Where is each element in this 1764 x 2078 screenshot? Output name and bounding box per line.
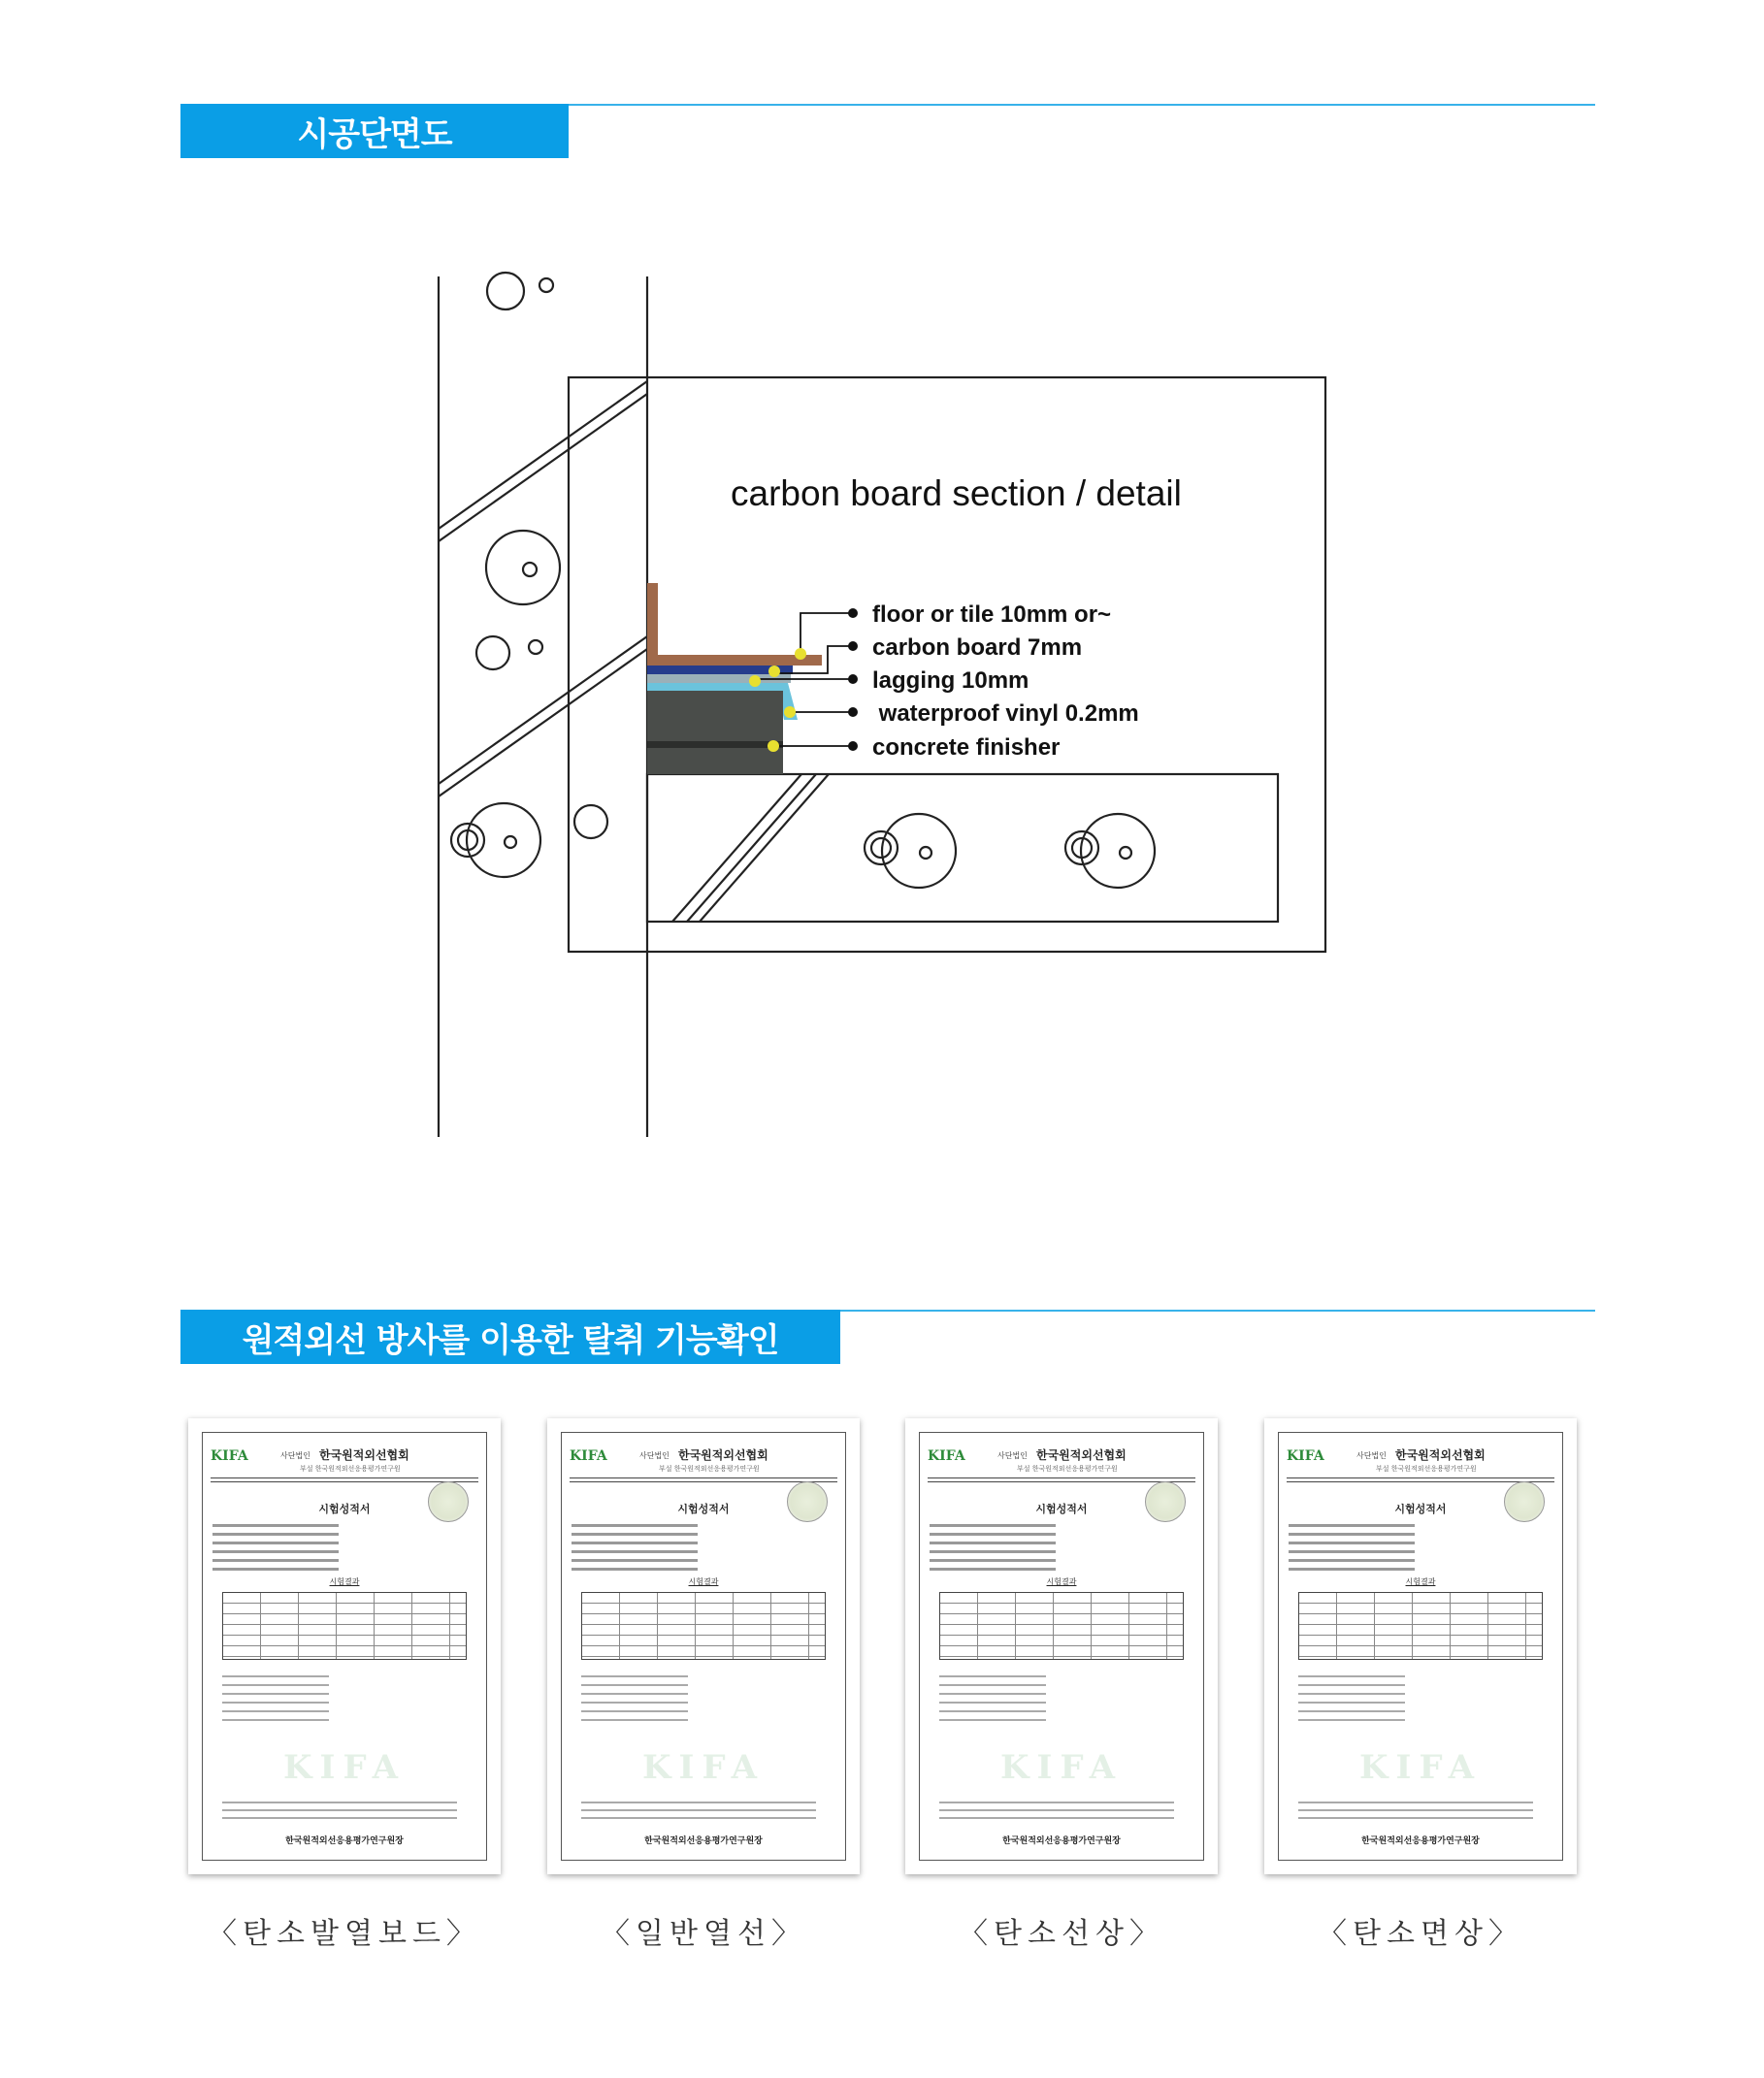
cert-table — [222, 1592, 467, 1660]
kifa-watermark: KIFA — [642, 1748, 765, 1787]
seal-icon — [1504, 1481, 1545, 1522]
cert-org-prefix: 사단법인 — [280, 1451, 310, 1460]
layer-label-concrete: concrete finisher — [872, 734, 1061, 761]
caption-carbon-wire: 〈탄소선상〉 — [959, 1917, 1164, 1951]
cert-org: 한국원적외선협회 — [1395, 1448, 1486, 1462]
seal-icon — [428, 1481, 469, 1522]
cert-result: 시험결과 — [1046, 1577, 1077, 1586]
cert-org-prefix: 사단법인 — [639, 1451, 670, 1460]
cert-title: 시험성적서 — [1394, 1503, 1447, 1515]
layer-concrete — [647, 691, 783, 774]
cert-org-prefix: 사단법인 — [1356, 1451, 1387, 1460]
certificate-carbon-wire — [905, 1418, 1218, 1874]
cert-org: 한국원적외선협회 — [1036, 1448, 1127, 1462]
cert-sub: 부설 한국원적외선응용평가연구원 — [659, 1465, 760, 1473]
cert-table — [581, 1592, 826, 1660]
seal-icon — [1145, 1481, 1186, 1522]
cert-title: 시험성적서 — [677, 1503, 730, 1515]
certificate-carbon-surface — [1264, 1418, 1577, 1874]
kifa-watermark: KIFA — [1000, 1748, 1123, 1787]
caption-carbon-surface: 〈탄소면상〉 — [1318, 1917, 1523, 1951]
cert-org-prefix: 사단법인 — [997, 1451, 1028, 1460]
certificate-carbon-heating-board — [188, 1418, 501, 1874]
section-header-deodorization — [180, 1310, 1595, 1364]
cert-result: 시험결과 — [329, 1577, 360, 1586]
cert-footer: 한국원적외선응용평가연구원장 — [1002, 1836, 1121, 1846]
cert-sub: 부설 한국원적외선응용평가연구원 — [1376, 1465, 1477, 1473]
caption-regular-heating-wire: 〈일반열선〉 — [601, 1917, 806, 1951]
section-title: 원적외선 방사를 이용한 탈취 기능확인 — [180, 1310, 840, 1364]
kifa-logo: KIFA — [211, 1448, 248, 1464]
cert-table — [939, 1592, 1184, 1660]
cert-table — [1298, 1592, 1543, 1660]
layer-concrete-band — [647, 741, 783, 748]
kifa-watermark: KIFA — [283, 1748, 406, 1787]
kifa-watermark: KIFA — [1359, 1748, 1482, 1787]
cert-result: 시험결과 — [1405, 1577, 1436, 1586]
certificate-regular-heating-wire — [547, 1418, 860, 1874]
cert-title: 시험성적서 — [318, 1503, 371, 1515]
cert-result: 시험결과 — [688, 1577, 719, 1586]
kifa-logo: KIFA — [928, 1448, 965, 1464]
cert-footer: 한국원적외선응용평가연구원장 — [644, 1836, 763, 1846]
cert-sub: 부설 한국원적외선응용평가연구원 — [1017, 1465, 1118, 1473]
caption-carbon-heating-board: 〈탄소발열보드〉 — [208, 1917, 481, 1951]
header-rule — [840, 1310, 1595, 1312]
kifa-logo: KIFA — [570, 1448, 607, 1464]
layer-label-carbon-board: carbon board 7mm — [872, 634, 1083, 661]
diagram-title: carbon board section / detail — [731, 473, 1182, 513]
slab-box — [647, 774, 1278, 922]
layer-floor-vertical — [647, 583, 658, 665]
layer-label-floor: floor or tile 10mm or~ — [872, 601, 1112, 628]
layer-label-waterproof-vinyl: waterproof vinyl 0.2mm — [872, 700, 1139, 727]
kifa-logo: KIFA — [1287, 1448, 1324, 1464]
layer-label-lagging: lagging 10mm — [872, 667, 1029, 694]
section-title: 시공단면도 — [180, 104, 569, 158]
cert-title: 시험성적서 — [1035, 1503, 1088, 1515]
seal-icon — [787, 1481, 828, 1522]
cert-sub: 부설 한국원적외선응용평가연구원 — [300, 1465, 401, 1473]
cert-footer: 한국원적외선응용평가연구원장 — [1361, 1836, 1480, 1846]
cert-footer: 한국원적외선응용평가연구원장 — [285, 1836, 404, 1846]
cert-org: 한국원적외선협회 — [319, 1448, 409, 1462]
cert-org: 한국원적외선협회 — [678, 1448, 768, 1462]
